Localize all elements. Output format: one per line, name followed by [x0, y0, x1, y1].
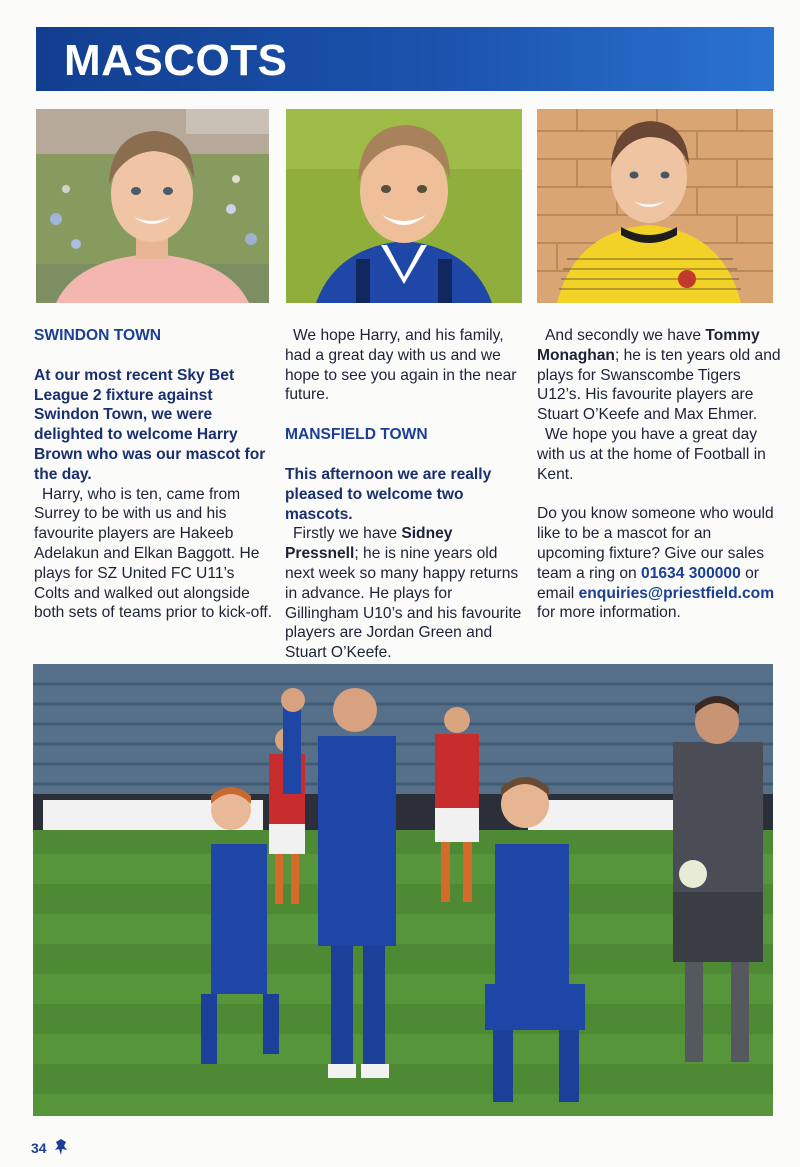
text-span: And secondly we have — [545, 327, 706, 344]
article-column-3 — [537, 326, 782, 623]
mascot-portrait-harry — [36, 109, 269, 303]
swindon-paragraph-1: Harry, who is ten, came from Surrey to be with us and his favourite players are Hakeeb Adelakun and Elkan Baggott. He plays for SZ United FC U11’s Colts and walked out alongside both sets of teams prior to kick-off. — [34, 485, 273, 622]
mansfield-intro: This afternoon we are really pleased to welcome two mascots. — [285, 465, 492, 523]
mansfield-paragraph-2 — [537, 326, 782, 425]
page-title: MASCOTS — [64, 36, 288, 85]
mascot-portrait-sidney — [286, 109, 522, 303]
phone-number[interactable]: 01634 300000 — [641, 564, 741, 582]
section-heading-mansfield: MANSFIELD TOWN — [285, 426, 428, 444]
section-heading-swindon: SWINDON TOWN — [34, 327, 162, 344]
mascot-portrait-tommy — [537, 109, 773, 303]
mansfield-paragraph-1 — [285, 524, 525, 663]
mansfield-paragraph-3: We hope you have a great day with us at the home of Football in Kent. — [537, 425, 766, 483]
mascots-walkout-photo — [33, 664, 773, 1116]
contact-paragraph — [537, 504, 782, 623]
header-bar — [36, 27, 774, 91]
text-span: ; he is nine years old next week so many happy returns in advance. He plays for Gillingham U10’s and his favourite players are Jordan Green and Stuart O’Keefe. — [285, 545, 522, 662]
mascot-name-sidney: Sidney Pressnell — [285, 525, 453, 563]
text-span: or email — [537, 564, 759, 602]
swindon-intro: At our most recent Sky Bet League 2 fixture against Swindon Town, we were delighted to welcome Harry Brown who was our mascot for the day. — [34, 366, 266, 483]
email-link[interactable]: enquiries@priestfield.com — [578, 584, 775, 602]
swindon-paragraph-2: We hope Harry, and his family, had a great day with us and we hope to see you again in the near future. — [285, 327, 517, 404]
text-span: for more information. — [537, 604, 681, 622]
page-number: 34 — [31, 1140, 47, 1156]
article-column-1 — [34, 326, 274, 623]
mascot-name-tommy: Tommy Monaghan — [537, 327, 760, 364]
text-span: Do you know someone who would like to be a mascot for an upcoming fixture? Give our sales team a ring on — [537, 505, 774, 582]
text-span: ; he is ten years old and plays for Swanscombe Tigers U12’s. His favourite players are Stuart O’Keefe and Max Ehmer. — [537, 346, 781, 424]
club-crest-icon — [54, 1138, 68, 1156]
text-span: Firstly we have — [293, 525, 402, 543]
article-column-2 — [285, 326, 525, 663]
